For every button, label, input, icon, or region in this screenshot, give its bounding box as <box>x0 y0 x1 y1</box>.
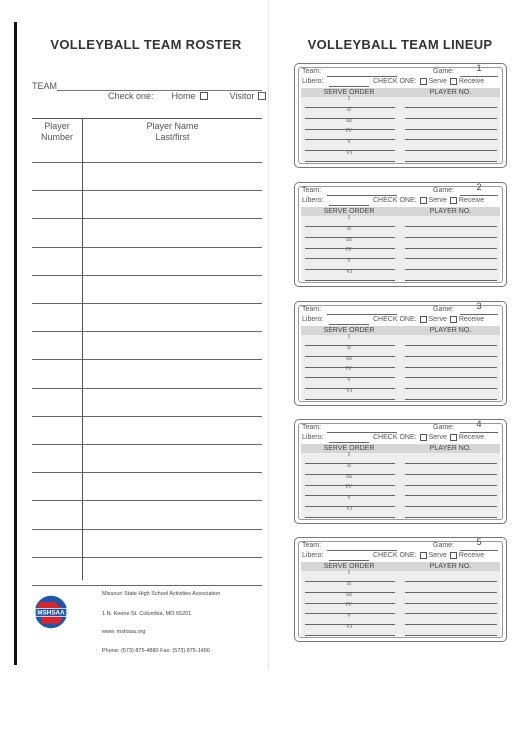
organization-address: 1 N. Keene St. Columbia, MO 65201 <box>102 611 192 617</box>
receive-label: Receive <box>458 316 485 323</box>
lineup-card-game-4 <box>294 419 507 524</box>
player-number-field[interactable] <box>405 635 497 636</box>
roster-row-line[interactable] <box>32 190 262 191</box>
roster-row-line[interactable] <box>32 218 262 219</box>
serve-checkbox[interactable] <box>420 434 427 441</box>
serve-order-field[interactable] <box>305 399 395 400</box>
serve-order-header: SERVE ORDER <box>323 445 375 452</box>
roster-header-rule <box>32 118 262 119</box>
home-checkbox[interactable] <box>200 92 208 100</box>
serve-position-label: III <box>346 591 352 598</box>
receive-checkbox[interactable] <box>450 78 457 85</box>
organization-website[interactable]: www. mshsaa.org <box>102 629 146 635</box>
card-serve-receive-check <box>373 552 484 559</box>
player-name-header <box>83 121 262 143</box>
serve-order-header: SERVE ORDER <box>323 563 375 570</box>
team-label: TEAM <box>32 81 58 91</box>
player-no-header: PLAYER NO. <box>429 89 472 96</box>
card-libero-field[interactable] <box>329 324 369 325</box>
serve-position-label: I <box>348 334 350 340</box>
player-name-header-line-2: Last/first <box>155 132 190 142</box>
roster-row-line[interactable] <box>32 359 262 360</box>
card-game-label: Game: <box>433 306 455 313</box>
serve-order-header: SERVE ORDER <box>323 89 375 96</box>
serve-position-label: IV <box>345 602 353 609</box>
card-game-label: Game: <box>433 68 455 75</box>
card-team-label: Team: <box>302 187 322 194</box>
serve-checkbox[interactable] <box>420 316 427 323</box>
roster-row-line[interactable] <box>32 331 262 332</box>
serve-position-label: II <box>347 580 351 587</box>
serve-order-row <box>301 270 500 281</box>
serve-order-field[interactable] <box>305 161 395 162</box>
card-game-number: 4 <box>476 419 482 429</box>
card-game-number: 1 <box>476 63 482 73</box>
home-label: Home <box>171 91 196 101</box>
check-one-label: Check one: <box>108 91 154 101</box>
mshsaa-logo <box>33 594 69 630</box>
serve-checkbox[interactable] <box>420 552 427 559</box>
receive-label: Receive <box>458 434 485 441</box>
roster-row-line[interactable] <box>32 529 262 530</box>
card-team-field[interactable] <box>327 195 397 196</box>
serve-position-label: IV <box>345 247 353 254</box>
binding-edge <box>14 22 17 665</box>
serve-label: Serve <box>428 552 447 559</box>
card-serve-receive-check <box>373 434 484 441</box>
receive-checkbox[interactable] <box>450 316 457 323</box>
card-serve-receive-check <box>373 78 484 85</box>
roster-row-line[interactable] <box>32 416 262 417</box>
card-libero-field[interactable] <box>329 205 369 206</box>
roster-title: VOLLEYBALL TEAM ROSTER <box>50 37 242 52</box>
serve-order-row <box>301 151 500 162</box>
receive-label: Receive <box>458 552 485 559</box>
serve-position-label: I <box>348 570 350 576</box>
visitor-label: Visitor <box>229 91 255 101</box>
serve-order-header: SERVE ORDER <box>323 327 375 334</box>
serve-position-label: V <box>346 258 352 265</box>
roster-row-line[interactable] <box>32 388 262 389</box>
player-no-header: PLAYER NO. <box>429 563 472 570</box>
card-libero-label: Libero: <box>302 552 324 559</box>
serve-position-label: I <box>348 452 350 458</box>
serve-checkbox[interactable] <box>420 197 427 204</box>
serve-order-header: SERVE ORDER <box>323 208 375 215</box>
player-number-header-line-1: Player <box>44 121 70 131</box>
serve-position-label: III <box>346 355 352 362</box>
serve-position-label: I <box>348 215 350 221</box>
serve-position-label: VI <box>345 150 353 156</box>
organization-name: Missouri State High School Activities Association <box>102 591 221 597</box>
serve-position-label: III <box>346 473 352 480</box>
card-game-label: Game: <box>433 187 455 194</box>
lineup-card-game-5 <box>294 537 507 642</box>
serve-checkbox[interactable] <box>420 78 427 85</box>
card-team-field[interactable] <box>327 314 397 315</box>
serve-position-label: II <box>347 462 351 469</box>
serve-position-label: V <box>346 139 352 146</box>
player-number-header <box>32 121 82 143</box>
player-name-header-line-1: Player Name <box>146 121 199 131</box>
card-libero-field[interactable] <box>329 560 369 561</box>
serve-position-label: V <box>346 613 352 620</box>
card-game-field[interactable] <box>460 432 498 433</box>
serve-order-row <box>301 389 500 400</box>
receive-checkbox[interactable] <box>450 197 457 204</box>
card-game-field[interactable] <box>460 195 498 196</box>
card-game-label: Game: <box>433 542 455 549</box>
receive-label: Receive <box>458 197 485 204</box>
serve-position-label: VI <box>345 624 353 630</box>
player-number-field[interactable] <box>405 161 497 162</box>
roster-row-line[interactable] <box>32 303 262 304</box>
card-check-one-label: CHECK ONE: <box>373 78 417 85</box>
player-number-header-line-2: Number <box>40 132 73 142</box>
card-team-label: Team: <box>302 542 322 549</box>
lineup-title: VOLLEYBALL TEAM LINEUP <box>307 37 493 52</box>
serve-position-label: V <box>346 377 352 384</box>
card-libero-field[interactable] <box>329 442 369 443</box>
home-visitor-check <box>108 91 270 101</box>
card-libero-field[interactable] <box>329 86 369 87</box>
card-game-field[interactable] <box>460 76 498 77</box>
serve-order-field[interactable] <box>305 280 395 281</box>
card-check-one-label: CHECK ONE: <box>373 316 417 323</box>
logo-text: MSHSAA <box>37 609 65 617</box>
serve-position-label: IV <box>345 366 353 373</box>
card-serve-receive-check <box>373 316 484 323</box>
receive-checkbox[interactable] <box>450 434 457 441</box>
lineup-card-game-1 <box>294 63 507 168</box>
card-game-field[interactable] <box>460 550 498 551</box>
roster-column-rule <box>82 118 83 580</box>
roster-row-line[interactable] <box>32 444 262 445</box>
receive-label: Receive <box>458 78 485 85</box>
card-libero-label: Libero: <box>302 197 324 204</box>
serve-order-field[interactable] <box>305 517 395 518</box>
card-check-one-label: CHECK ONE: <box>373 434 417 441</box>
roster-row-line[interactable] <box>32 247 262 248</box>
serve-position-label: IV <box>345 128 353 135</box>
roster-row-line[interactable] <box>32 162 262 163</box>
roster-row-line[interactable] <box>32 500 262 501</box>
serve-position-label: V <box>346 495 352 502</box>
serve-label: Serve <box>428 197 447 204</box>
serve-position-label: I <box>348 96 350 102</box>
card-team-label: Team: <box>302 306 322 313</box>
card-team-label: Team: <box>302 68 322 75</box>
player-number-field[interactable] <box>405 399 497 400</box>
roster-row-line[interactable] <box>32 275 262 276</box>
card-check-one-label: CHECK ONE: <box>373 197 417 204</box>
visitor-checkbox[interactable] <box>258 92 266 100</box>
player-no-header: PLAYER NO. <box>429 327 472 334</box>
serve-label: Serve <box>428 78 447 85</box>
serve-position-label: II <box>347 344 351 351</box>
serve-position-label: III <box>346 117 352 124</box>
serve-position-label: II <box>347 225 351 232</box>
card-libero-label: Libero: <box>302 78 324 85</box>
card-libero-label: Libero: <box>302 316 324 323</box>
card-team-label: Team: <box>302 424 322 431</box>
card-check-one-label: CHECK ONE: <box>373 552 417 559</box>
association-footer <box>30 585 262 665</box>
card-game-field[interactable] <box>460 314 498 315</box>
card-team-field[interactable] <box>327 432 397 433</box>
serve-position-label: VI <box>345 388 353 394</box>
player-no-header: PLAYER NO. <box>429 208 472 215</box>
roster-row-line[interactable] <box>32 557 262 558</box>
serve-order-field[interactable] <box>305 635 395 636</box>
card-game-label: Game: <box>433 424 455 431</box>
player-number-field[interactable] <box>405 517 497 518</box>
card-team-field[interactable] <box>327 76 397 77</box>
serve-position-label: II <box>347 106 351 113</box>
player-number-field[interactable] <box>405 280 497 281</box>
serve-order-row <box>301 507 500 518</box>
card-serve-receive-check <box>373 197 484 204</box>
card-game-number: 3 <box>476 301 482 311</box>
receive-checkbox[interactable] <box>450 552 457 559</box>
serve-position-label: VI <box>345 506 353 512</box>
serve-position-label: VI <box>345 269 353 275</box>
serve-position-label: III <box>346 236 352 243</box>
serve-position-label: IV <box>345 484 353 491</box>
serve-label: Serve <box>428 316 447 323</box>
card-game-number: 2 <box>476 182 482 192</box>
player-no-header: PLAYER NO. <box>429 445 472 452</box>
organization-phone: Phone: (573) 875-4880 Fax: (573) 875-1450 <box>102 648 210 654</box>
lineup-card-game-2 <box>294 182 507 287</box>
lineup-card-game-3 <box>294 301 507 406</box>
card-libero-label: Libero: <box>302 434 324 441</box>
serve-label: Serve <box>428 434 447 441</box>
roster-row-line[interactable] <box>32 472 262 473</box>
card-game-number: 5 <box>476 537 482 547</box>
card-team-field[interactable] <box>327 550 397 551</box>
serve-order-row <box>301 625 500 636</box>
